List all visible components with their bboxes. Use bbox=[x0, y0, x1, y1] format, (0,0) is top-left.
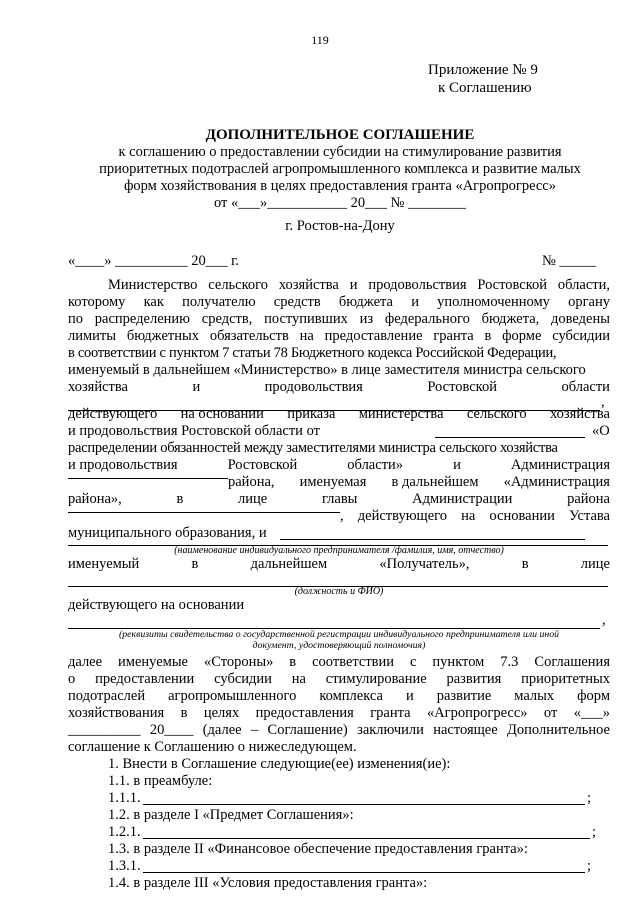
list-item: 1.3.1. bbox=[108, 858, 141, 874]
list-item: 1.4. в разделе III «Условия предоставления гранта»: bbox=[108, 875, 428, 891]
body-line: и продовольствия Ростовской области» и Администрация bbox=[68, 457, 610, 473]
body-line: и продовольствия Ростовской области от bbox=[68, 423, 320, 439]
change-text-field[interactable] bbox=[143, 872, 585, 873]
appendix-number: Приложение № 9 bbox=[428, 62, 538, 78]
comma: , bbox=[601, 394, 605, 410]
body-line: хозяйствования в целях предоставления гранта «Агропрогресс» от «___» bbox=[68, 705, 610, 721]
agreement-number: № _____ bbox=[542, 253, 596, 269]
list-item: 1.1. в преамбуле: bbox=[108, 773, 213, 789]
subtitle-line: приоритетных подотраслей агропромышленного комплекса и развитие малых bbox=[99, 161, 581, 177]
comma: , bbox=[602, 612, 606, 628]
body-line: распределении обязанностей между заместителями министра сельского хозяйства bbox=[68, 440, 558, 456]
change-text-field[interactable] bbox=[143, 804, 585, 805]
semicolon: ; bbox=[587, 858, 592, 874]
order-date-field[interactable] bbox=[435, 437, 585, 438]
caption-recipient-name: (наименование индивидуального предпринимателя /фамилия, имя, отчество) bbox=[174, 545, 504, 556]
body-line: соглашение к Соглашению о нижеследующем. bbox=[68, 739, 357, 755]
body-line: действующего на основании bbox=[68, 597, 245, 613]
list-item: 1.2. в разделе I «Предмет Соглашения»: bbox=[108, 807, 354, 823]
district-name-field[interactable] bbox=[68, 478, 228, 479]
body-line: в соответствии с пунктом 7 статьи 78 Бюджетного кодекса Российской Федерации, bbox=[68, 345, 557, 361]
subtitle-line: к соглашению о предоставлении субсидии на стимулирование развития bbox=[118, 144, 562, 160]
body-line: района», в лице главы Администрации района bbox=[68, 491, 610, 507]
body-line: по распределению средств, поступивших из федерального бюджета, доведены bbox=[68, 311, 610, 327]
subtitle-date-line: от «___»___________ 20___ № ________ bbox=[214, 195, 466, 211]
agreement-date: «____» __________ 20___ г. bbox=[68, 253, 240, 269]
appendix-reference: к Соглашению bbox=[438, 80, 532, 96]
body-line: именуемый в дальнейшем «Получатель», в лице bbox=[68, 556, 610, 572]
body-line: о предоставлении субсидии на стимулирование развития приоритетных bbox=[68, 671, 610, 687]
semicolon: ; bbox=[587, 790, 592, 806]
list-item: 1.3. в разделе II «Финансовое обеспечение предоставления гранта»: bbox=[108, 841, 528, 857]
body-line: Министерство сельского хозяйства и продовольствия Ростовской области, bbox=[108, 277, 610, 293]
caption-registration-cont: документ, удостоверяющий полномочия) bbox=[252, 640, 426, 651]
caption-registration: (реквизиты свидетельства о государственной регистрации индивидуального предпринимателя или иной bbox=[118, 629, 559, 640]
caption-position: (должность и ФИО) bbox=[294, 586, 384, 597]
document-title: ДОПОЛНИТЕЛЬНОЕ СОГЛАШЕНИЕ bbox=[205, 127, 475, 143]
body-fragment: «О bbox=[592, 423, 610, 439]
city: г. Ростов-на-Дону bbox=[285, 218, 395, 234]
list-item: 1.1.1. bbox=[108, 790, 141, 806]
head-name-field[interactable] bbox=[68, 512, 340, 513]
body-line: муниципального образования, и bbox=[68, 525, 267, 541]
body-line: __________ 20____ (далее – Соглашение) заключили настоящее Дополнительное bbox=[68, 722, 610, 738]
semicolon: ; bbox=[592, 824, 597, 840]
list-item: 1.2.1. bbox=[108, 824, 141, 840]
body-line: района, именуемая в дальнейшем «Администрация bbox=[228, 474, 610, 490]
list-item: 1. Внести в Соглашение следующие(ее) изменения(ие): bbox=[108, 756, 451, 772]
page-number: 119 bbox=[311, 33, 329, 47]
body-line: далее именуемые «Стороны» в соответствии с пунктом 7.3 Соглашения bbox=[68, 654, 610, 670]
body-line: именуемый в дальнейшем «Министерство» в лице заместителя министра сельского bbox=[68, 362, 586, 378]
body-line: которому как получателю средств бюджета и уполномоченному органу bbox=[68, 294, 610, 310]
municipal-entity-field[interactable] bbox=[280, 539, 585, 540]
body-line: лимиты бюджетных обязательств на предоставление гранта в форме субсидии bbox=[68, 328, 610, 344]
body-line: , действующего на основании Устава bbox=[340, 508, 610, 524]
subtitle-line: форм хозяйствования в целях предоставления гранта «Агропрогресс» bbox=[124, 178, 556, 194]
body-line: действующего на основании приказа министерства сельского хозяйства bbox=[68, 406, 610, 422]
change-text-field[interactable] bbox=[143, 838, 590, 839]
body-line: хозяйства и продовольствия Ростовской области bbox=[68, 379, 610, 395]
body-line: подотраслей агропромышленного комплекса и развитие малых форм bbox=[68, 688, 610, 704]
